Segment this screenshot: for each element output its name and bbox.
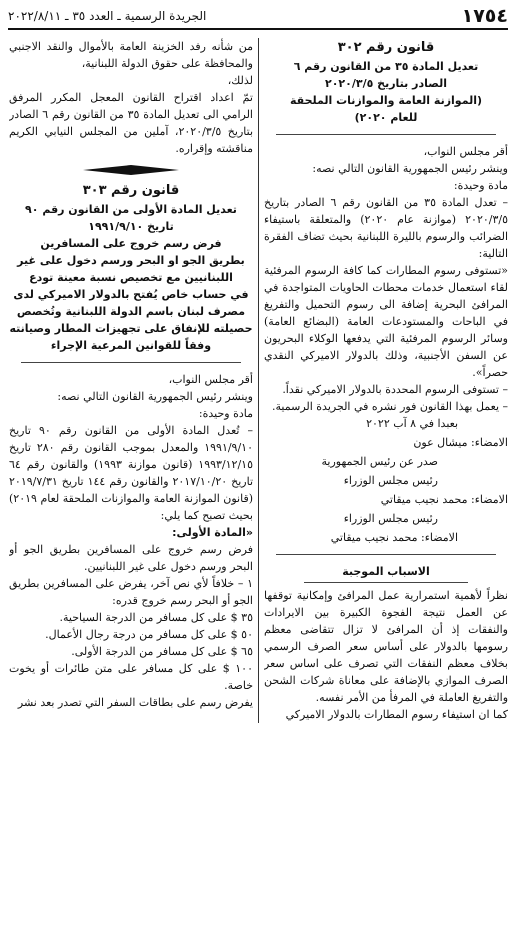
paragraph: – يعمل بهذا القانون فور نشره في الجريدة الرسمية. [272,400,508,413]
section-divider [304,582,468,583]
title-divider [21,362,241,363]
paragraph: مادة وحيدة: [453,179,508,192]
paragraph: – تُعدل المادة الأولى من القانون رقم ٩٠ تاريخ ١٩٩١/٩/١٠ والمعدل بموجب القانون رقم ٢٨٠ تاريخ ١٩٩٣/١٢/١٥ (قانون موازنة ١٩٩٣) والقانون رقم ٦٤ تاريخ ٢٠١٧/١٠/٢٠ والقانون رقم ١٤٤ تاريخ ٢٠١٩/٧/٣١ (قانون الموازنة العامة والموازنات الملحقة لعام ٢٠١٩) بحيث تصبح كما يلي: [9,424,253,522]
paragraph: أقر مجلس النواب، [168,373,253,386]
law-302-number: قانون رقم ٣٠٢ [337,40,435,55]
law-302-title-line: (الموازنة العامة والموازنات الملحقة [289,94,483,107]
reasons-heading: الاسباب الموجبة [342,565,430,578]
law-302-title-line: للعام ٢٠٢٠) [354,111,418,124]
paragraph: وينشر رئيس الجمهورية القانون التالي نصه: [57,390,253,403]
paragraph: كما ان استيفاء رسوم المطارات بالدولار الاميركي [285,708,508,721]
paragraph: ١ – خلافاً لأي نص آخر، يفرض على المسافرين بطريق الجو أو البحر رسم خروج قدره: [9,577,253,607]
paragraph: فرض رسم خروج على المسافرين بطريق الجو أو البحر ورسم دخول على غير اللبنانيين. [9,543,253,573]
signature-line: صدر عن رئيس الجمهورية [321,455,438,468]
law-303-title-line: حصيلته للإنفاق على تجهيزات المطار وصيانته [9,322,253,335]
law-303-title-line: وفقاً للقوانين المرعية الإجراء [50,339,212,352]
law-303-title-line: فرض رسم خروج على المسافرين [40,237,222,250]
running-title: الجريدة الرسمية ـ العدد ٣٥ ـ ٢٠٢٢/٨/١١ [8,9,207,23]
law-303-title-line: تعديل المادة الأولى من القانون رقم ٩٠ [25,203,237,216]
law-303-number: قانون رقم ٣٠٣ [82,183,180,198]
signature-line: الامضاء: ميشال عون [413,436,508,449]
law-303-title-line: اللبنانيين مع تخصيص نسبة معينة تودع [29,271,233,284]
law-separator-ornament [9,165,253,175]
paragraph: أقر مجلس النواب، [423,145,508,158]
left-column [9,38,253,723]
title-divider [276,134,496,135]
paragraph: «تستوفى رسوم المطارات كما كافة الرسوم المرفئية لقاء استعمال خدمات محطات الحاويات المتواجدة في المرافئ البحرية إضافة الى رسوم التحميل والتفريغ في الباحات والمستودعات العامة (البضائع العامة) وسائر الرسوم المرفئية التي يدفعها الوكلاء البحريون عن السفن الأجنبية، وذلك بالدولار الاميركي النقدي حصراً». [264,264,508,379]
article-heading: «المادة الأولى: [172,526,253,539]
signature-line: رئيس مجلس الوزراء [343,474,438,487]
paragraph: نظراً لأهمية استمرارية عمل المرافئ وإمكانية توقفها عن العمل نتيجة الفجوة الكبيرة بين الايرادات والنفقات إذ أن المرافئ لا تزال تتقاضى معظم رسومها بالدولار على أساس سعر الصرف الرسمي بخلاف معظم النفقات التي تصرف على اساس سعر الصرف الموازي بالإضافة على معاناة شركات الشحن والتفريغ العاملة في المرفأ من الأمر نفسه. [264,589,508,704]
signature-line: رئيس مجلس الوزراء [343,512,438,525]
law-303-title-line: تاريخ ١٩٩١/٩/١٠ [88,220,174,233]
paragraph: من شأنه رفد الخزينة العامة بالأموال والنقد الاجنبي والمحافظة على حقوق الدولة اللبنانية، [9,40,253,70]
page-number: ١٧٥٤ [461,5,508,27]
right-column [264,38,508,723]
issue-date: بعبدا في ٨ آب ٢٠٢٢ [366,417,458,430]
fee-item: ٥٠ $ على كل مسافر من درجة رجال الأعمال. [45,628,253,641]
law-302-title-line: الصادر بتاريخ ٢٠٢٠/٣/٥ [325,77,447,90]
paragraph: لذلك، [227,74,253,87]
paragraph: تمّ اعداد اقتراح القانون المعجل المكرر المرفق الرامي الى تعديل المادة ٣٥ من القانون رقم ٦ الصادر بتاريخ ٢٠٢٠/٣/٥، آملين من المجلس النيابي الكريم مناقشته وإقراره. [9,91,253,155]
law-303-title-line: بطريق الجو او البحر ورسم دخول على غير [17,254,245,267]
page-header [8,4,508,30]
paragraph: – تعدل المادة ٣٥ من القانون رقم ٦ الصادر بتاريخ ٢٠٢٠/٣/٥ (موازنة عام ٢٠٢٠) والمتعلقة باستيفاء الضرائب والرسوم بالليرة اللبنانية بحيث تضاف الفقرة التالية: [264,196,508,260]
fee-item: ١٠٠ $ على كل مسافر على متن طائرات أو يخوت خاصة. [9,662,253,692]
paragraph: وينشر رئيس الجمهورية القانون التالي نصه: [312,162,508,175]
paragraph: مادة وحيدة: [198,407,253,420]
law-303-title-line: مصرف لبنان باسم الدولة اللبنانية وتُخصص [16,305,246,318]
paragraph: يفرض رسم على بطاقات السفر التي تصدر بعد نشر [17,696,253,709]
fee-item: ٣٥ $ على كل مسافر من الدرجة السياحية. [59,611,253,624]
section-divider [276,554,496,555]
paragraph: – تستوفى الرسوم المحددة بالدولار الاميركي نقداً. [282,383,508,396]
ornament-icon [83,165,179,175]
signature-line: الامضاء: محمد نجيب ميقاتي [380,493,508,506]
column-divider [258,38,259,723]
law-302-title-line: تعديل المادة ٣٥ من القانون رقم ٦ [293,60,479,73]
law-303-title-line: في حساب خاص يُفتح بالدولار الاميركي لدى [13,288,249,301]
fee-item: ٦٥ $ على كل مسافر من الدرجة الأولى. [71,645,253,658]
columns [8,38,508,723]
signature-line: الامضاء: محمد نجيب ميقاتي [330,531,458,544]
